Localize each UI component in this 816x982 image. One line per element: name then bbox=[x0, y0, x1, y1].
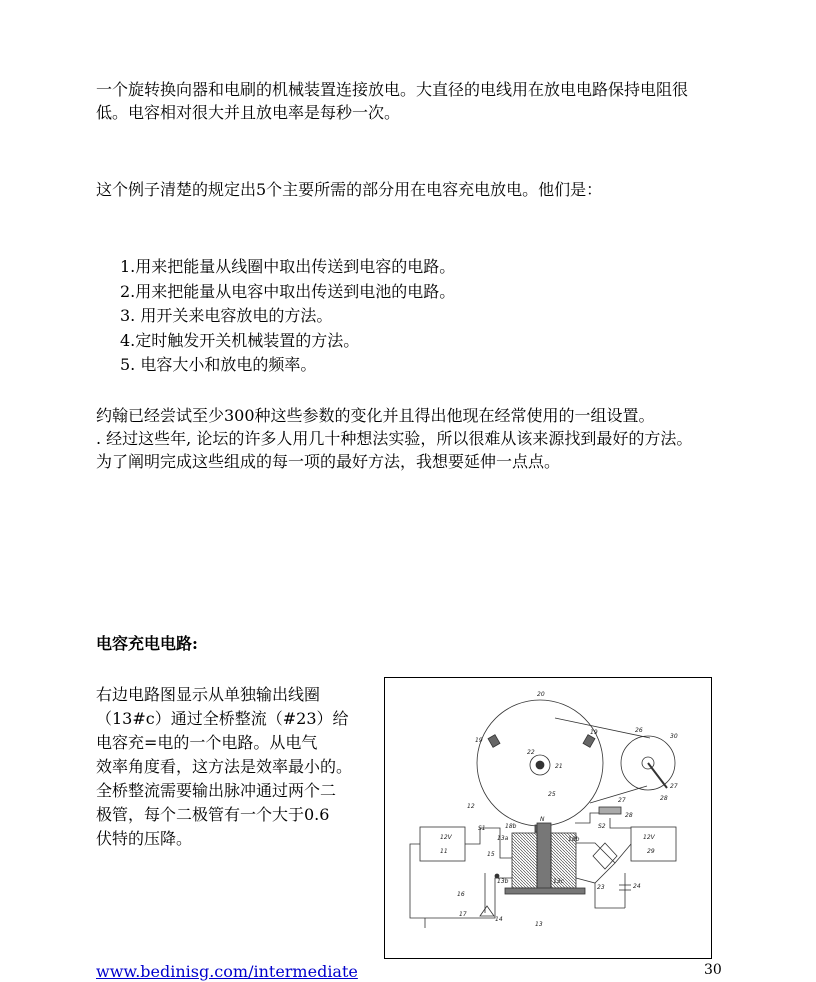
paragraph-line: 效率角度看，这方法是效率最小的。 bbox=[96, 757, 353, 776]
paragraph-line: 伏特的压降。 bbox=[96, 829, 193, 848]
paragraph-five-parts: 这个例子清楚的规定出5个主要所需的部分用在电容充电放电。他们是： bbox=[96, 180, 603, 199]
figure-label: 25 bbox=[548, 791, 556, 798]
list-item: 2.用来把能量从电容中取出传送到电池的电路。 bbox=[120, 281, 456, 301]
footer-website-link[interactable]: www.bedinisg.com/intermediate bbox=[96, 962, 358, 981]
figure-label: 18b bbox=[568, 836, 580, 843]
list-item: 1.用来把能量从线圈中取出传送到电容的电路。 bbox=[120, 257, 456, 276]
paragraph-line: . 经过这些年, 论坛的许多人用几十种想法实验，所以很难从该来源找到最好的方法。 bbox=[96, 429, 693, 448]
figure-label: 23 bbox=[597, 884, 605, 891]
magnet bbox=[583, 735, 595, 748]
figure-label: 21 bbox=[555, 763, 563, 770]
figure-label: 18b bbox=[505, 823, 517, 830]
paragraph-line: 右边电路图显示从单独输出线圈 bbox=[96, 685, 321, 704]
paragraph-line: 电容充=电的一个电路。从电气 bbox=[96, 733, 318, 752]
paragraph-line: 约翰已经尝试至少300种这些参数的变化并且得出他现在经常使用的一组设置。 bbox=[96, 406, 655, 425]
figure-label: S1 bbox=[478, 825, 486, 832]
paragraph-line: （13#c）通过全桥整流（#23）给 bbox=[96, 709, 349, 728]
figure-label: 11 bbox=[440, 848, 448, 855]
paragraph-line: 全桥整流需要输出脉冲通过两个二 bbox=[96, 781, 337, 800]
figure-label: 16 bbox=[457, 891, 465, 898]
coil-core bbox=[537, 823, 551, 893]
list-item: 3. 用开关来电容放电的方法。 bbox=[120, 306, 333, 325]
figure-label: N bbox=[540, 816, 545, 823]
figure-label: 27 bbox=[618, 797, 626, 804]
paragraph-line: 为了阐明完成这些组成的每一项的最好方法，我想要延伸一点点。 bbox=[96, 452, 561, 471]
figure-label: 14 bbox=[495, 916, 503, 923]
parts-list bbox=[120, 255, 455, 378]
paragraph-line: 低。电容相对很大并且放电率是每秒一次。 bbox=[96, 103, 401, 122]
figure-label: 28 bbox=[625, 812, 633, 819]
figure-label: 15 bbox=[487, 851, 495, 858]
figure-label: 27 bbox=[670, 783, 678, 790]
figure-label: 28 bbox=[660, 795, 668, 802]
figure-label: 17 bbox=[459, 911, 467, 918]
battery-left bbox=[420, 827, 465, 861]
transistor bbox=[480, 906, 494, 916]
figure-label: 13c bbox=[553, 878, 564, 885]
coil-winding bbox=[512, 833, 537, 888]
figure-label: 29 bbox=[647, 848, 655, 855]
figure-label: 19 bbox=[590, 729, 598, 736]
figure-label: 22 bbox=[527, 749, 535, 756]
battery-right bbox=[631, 827, 676, 861]
figure-label: 24 bbox=[633, 883, 641, 890]
page-number: 30 bbox=[704, 962, 722, 978]
figure-label: 13b bbox=[497, 878, 509, 885]
paragraph-john-parameters bbox=[96, 404, 808, 473]
figure-label: 26 bbox=[635, 727, 643, 734]
circuit-diagram bbox=[384, 677, 712, 959]
figure-label: 13a bbox=[497, 835, 509, 842]
magnet bbox=[488, 735, 500, 748]
figure-label: 12V bbox=[440, 834, 452, 841]
section-heading: 电容充电电路: bbox=[96, 634, 198, 653]
paragraph-line: 一个旋转换向器和电刷的机械装置连接放电。大直径的电线用在放电电路保持电阻很 bbox=[96, 80, 689, 99]
figure-label: 20 bbox=[537, 691, 545, 698]
figure-label: 12V bbox=[643, 834, 655, 841]
list-item: 5. 电容大小和放电的频率。 bbox=[120, 355, 317, 374]
figure-label: 13 bbox=[535, 921, 543, 928]
paragraph-commutator bbox=[96, 78, 796, 124]
paragraph-line: 极管，每个二极管有一个大于0.6 bbox=[96, 805, 330, 824]
figure-label: 30 bbox=[670, 733, 678, 740]
paragraph-circuit-description bbox=[96, 683, 396, 851]
figure-label: 19 bbox=[475, 737, 483, 744]
switch-contact bbox=[599, 807, 621, 814]
figure-label: S2 bbox=[598, 823, 606, 830]
figure-label: 12 bbox=[467, 803, 475, 810]
list-item: 4.定时触发开关机械装置的方法。 bbox=[120, 330, 360, 350]
